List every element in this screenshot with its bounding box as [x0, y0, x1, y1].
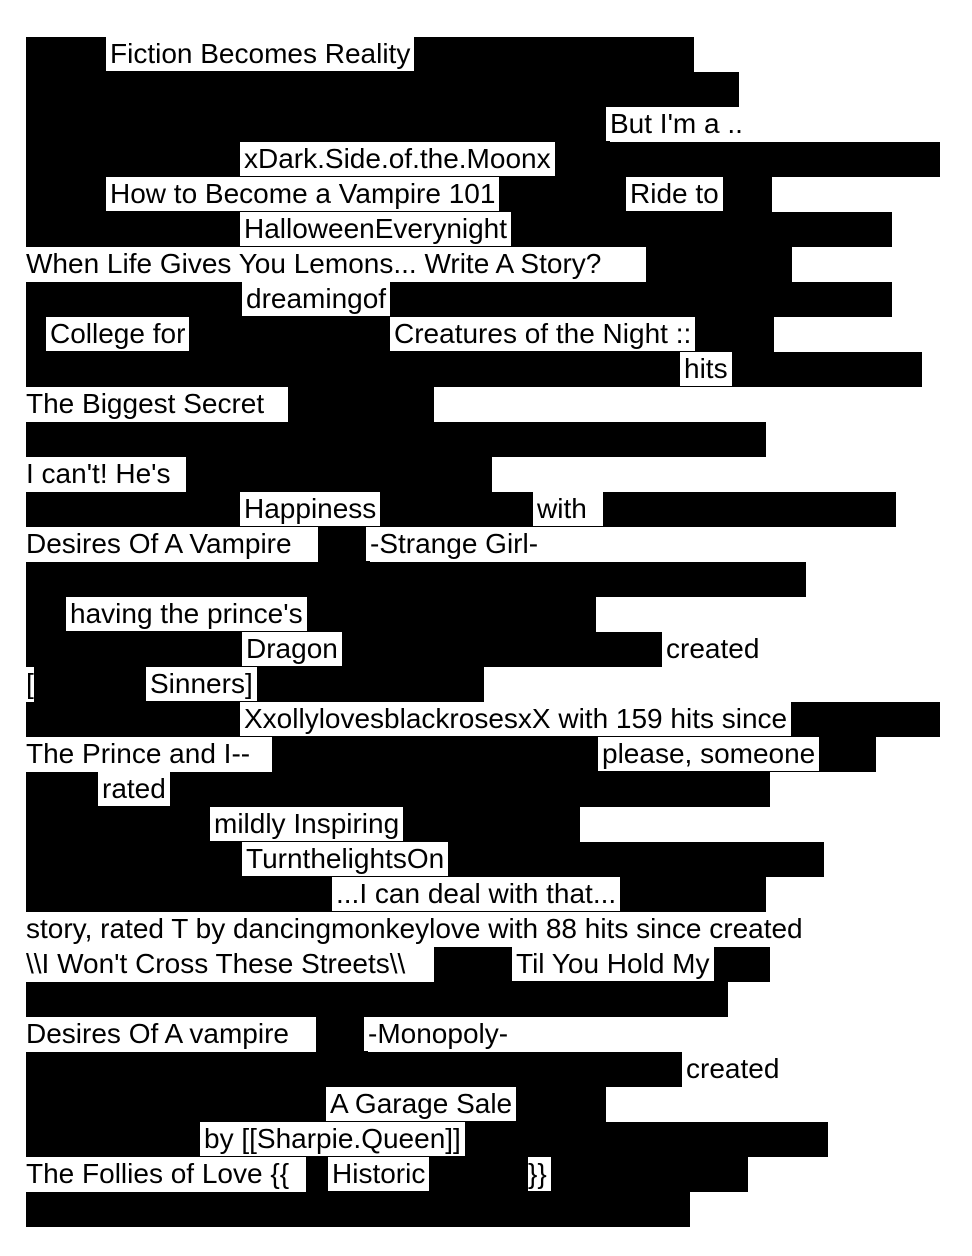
text-line: TurnthelightsOn	[242, 842, 448, 876]
redaction-bar	[646, 247, 792, 282]
redaction-bar	[26, 982, 728, 1017]
redaction-bar	[26, 1087, 606, 1122]
text-line: The Follies of Love {{	[22, 1157, 289, 1191]
redaction-bar	[26, 632, 662, 667]
redaction-bar	[318, 527, 370, 562]
text-line: Desires Of A vampire	[22, 1017, 293, 1051]
text-line: hits	[680, 352, 732, 386]
text-line: Til You Hold My	[512, 947, 714, 981]
text-line: ...I can deal with that...	[332, 877, 620, 911]
text-line: Historic	[328, 1157, 429, 1191]
text-line: [	[22, 667, 34, 701]
redaction-bar	[34, 667, 484, 702]
text-line: Fiction Becomes Reality	[106, 37, 414, 71]
text-line: story, rated T by dancingmonkeylove with 88 hits since created	[22, 912, 807, 946]
text-line: please, someone	[598, 737, 819, 771]
text-line: Sinners]	[146, 667, 257, 701]
redaction-bar	[26, 72, 739, 107]
text-line: A Garage Sale	[326, 1087, 516, 1121]
text-line: created	[662, 632, 763, 666]
redaction-bar	[316, 1017, 368, 1052]
text-line: HalloweenEverynight	[240, 212, 511, 246]
text-line: When Life Gives You Lemons... Write A Story?	[22, 247, 605, 281]
text-line: The Prince and I--	[22, 737, 254, 771]
redaction-bar	[288, 387, 434, 422]
text-line: -Strange Girl-	[366, 527, 542, 561]
text-line: created	[682, 1052, 783, 1086]
redaction-bar	[26, 422, 766, 457]
text-line: }}	[528, 1157, 551, 1191]
text-line: Ride to	[626, 177, 723, 211]
text-line: Dragon	[242, 632, 342, 666]
text-line: \\I Won't Cross These Streets\\	[22, 947, 409, 981]
redaction-bar	[186, 457, 492, 492]
text-line: Desires Of A Vampire	[22, 527, 296, 561]
redaction-bar	[26, 562, 806, 597]
text-line: by [[Sharpie.Queen]]	[200, 1122, 465, 1156]
text-line: having the prince's	[66, 597, 307, 631]
text-line: mildly Inspiring	[210, 807, 403, 841]
redaction-bar	[26, 107, 610, 142]
text-line: xDark.Side.of.the.Moonx	[240, 142, 555, 176]
text-line: with	[533, 492, 603, 526]
redaction-bar	[26, 1052, 682, 1087]
redaction-bar	[26, 492, 896, 527]
text-line: XxollylovesblackrosesxX with 159 hits since	[240, 702, 791, 736]
redaction-bar	[26, 1192, 690, 1227]
text-line: Happiness	[240, 492, 380, 526]
text-line: Creatures of the Night ::	[390, 317, 695, 351]
text-line: rated	[98, 772, 170, 806]
redaction-bar	[26, 352, 922, 387]
text-line: But I'm a ..	[606, 107, 747, 141]
text-line: I can't! He's	[22, 457, 175, 491]
text-line: The Biggest Secret	[22, 387, 268, 421]
text-line: dreamingof	[242, 282, 390, 316]
text-line: College for	[46, 317, 189, 351]
text-line: -Monopoly-	[364, 1017, 512, 1051]
text-line: How to Become a Vampire 101	[106, 177, 499, 211]
redaction-bar	[26, 282, 892, 317]
